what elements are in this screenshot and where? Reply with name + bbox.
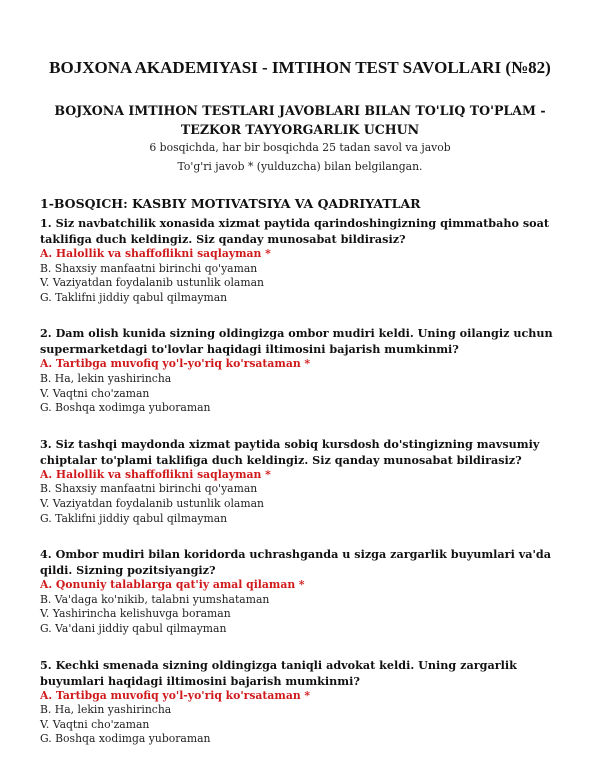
answer-option: V. Vaqtni cho'zaman (40, 717, 150, 731)
answer-option-correct: A. Halollik va shaffoflikni saqlayman * (40, 247, 271, 260)
answer-option: B. Shaxsiy manfaatni birinchi qo'yaman (40, 261, 258, 275)
answer-option: B. Shaxsiy manfaatni birinchi qo'yaman (40, 482, 258, 496)
answer-option: V. Vaziyatdan foydalanib ustunlik olaman (40, 496, 264, 510)
question-item (40, 546, 570, 636)
question-list (40, 215, 570, 767)
question-text: 2. Dam olish kunida sizning oldingizga ombor mudiri keldi. Uning oilangiz uchun supermarketdagi to'lovlar haqidagi iltimosini bajarish mumkinmi? (40, 326, 553, 357)
document-subtitle: BOJXONA IMTIHON TESTLARI JAVOBLARI BILAN TO'LIQ TO'PLAM - TEZKOR TAYYORGARLIK UCHUN (54, 103, 546, 137)
answer-option: G. Boshqa xodimga yuboraman (40, 732, 211, 746)
answer-option: G. Va'dani jiddiy qabul qilmayman (40, 621, 227, 635)
answer-option: B. Ha, lekin yashirincha (40, 371, 172, 385)
question-text: 1. Siz navbatchilik xonasida xizmat paytida qarindoshingizning qimmatbaho soat taklifiga duch keldingiz. Siz qanday munosabat bildirasiz? (40, 216, 550, 246)
answer-option: V. Vaqtni cho'zaman (40, 386, 150, 400)
answer-option: B. Ha, lekin yashirincha (40, 703, 172, 717)
answer-option-correct: A. Tartibga muvofiq yo'l-yo'riq ko'rsataman * (40, 357, 311, 371)
question-item (40, 215, 570, 305)
question-item (40, 325, 570, 415)
section-title: 1-BOSQICH: KASBIY MOTIVATSIYA VA QADRIYATLAR (40, 196, 421, 211)
intro-line-legend: To'g'ri javob * (yulduzcha) bilan belgilangan. (177, 160, 423, 173)
answer-option: G. Boshqa xodimga yuboraman (40, 401, 211, 415)
answer-option: V. Vaziyatdan foydalanib ustunlik olaman (40, 276, 264, 290)
answer-option-correct: A. Halollik va shaffoflikni saqlayman * (40, 467, 271, 481)
answer-option-correct: A. Qonuniy talablarga qat'iy amal qilaman * (40, 578, 305, 592)
question-item (40, 657, 570, 747)
question-text: 5. Kechki smenada sizning oldingizga taniqli advokat keldi. Uning zargarlik buyumlari haqidagi iltimosini bajarish mumkinmi? (40, 657, 517, 688)
question-item (40, 436, 570, 526)
question-text: 4. Ombor mudiri bilan koridorda uchrashganda u sizga zargarlik buyumlari va'da qildi. Sizning pozitsiyangiz? (40, 547, 551, 578)
intro-line-stages: 6 bosqichda, har bir bosqichda 25 tadan savol va javob (149, 141, 451, 154)
answer-option: V. Yashirincha kelishuvga boraman (40, 607, 231, 621)
answer-option: G. Taklifni jiddiy qabul qilmayman (40, 290, 228, 304)
answer-option: G. Taklifni jiddiy qabul qilmayman (40, 511, 228, 525)
answer-option-correct: A. Tartibga muvofiq yo'l-yo'riq ko'rsataman * (40, 688, 311, 702)
document-title: BOJXONA AKADEMIYASI - IMTIHON TEST SAVOLLARI (№82) (49, 58, 551, 77)
question-text: 3. Siz tashqi maydonda xizmat paytida sobiq kursdosh do'stingizning mavsumiy chiptalar to'plami taklifiga duch keldingiz. Siz qanday munosabat bildirasiz? (40, 436, 540, 467)
answer-option: B. Va'daga ko'nikib, talabni yumshataman (40, 592, 270, 606)
